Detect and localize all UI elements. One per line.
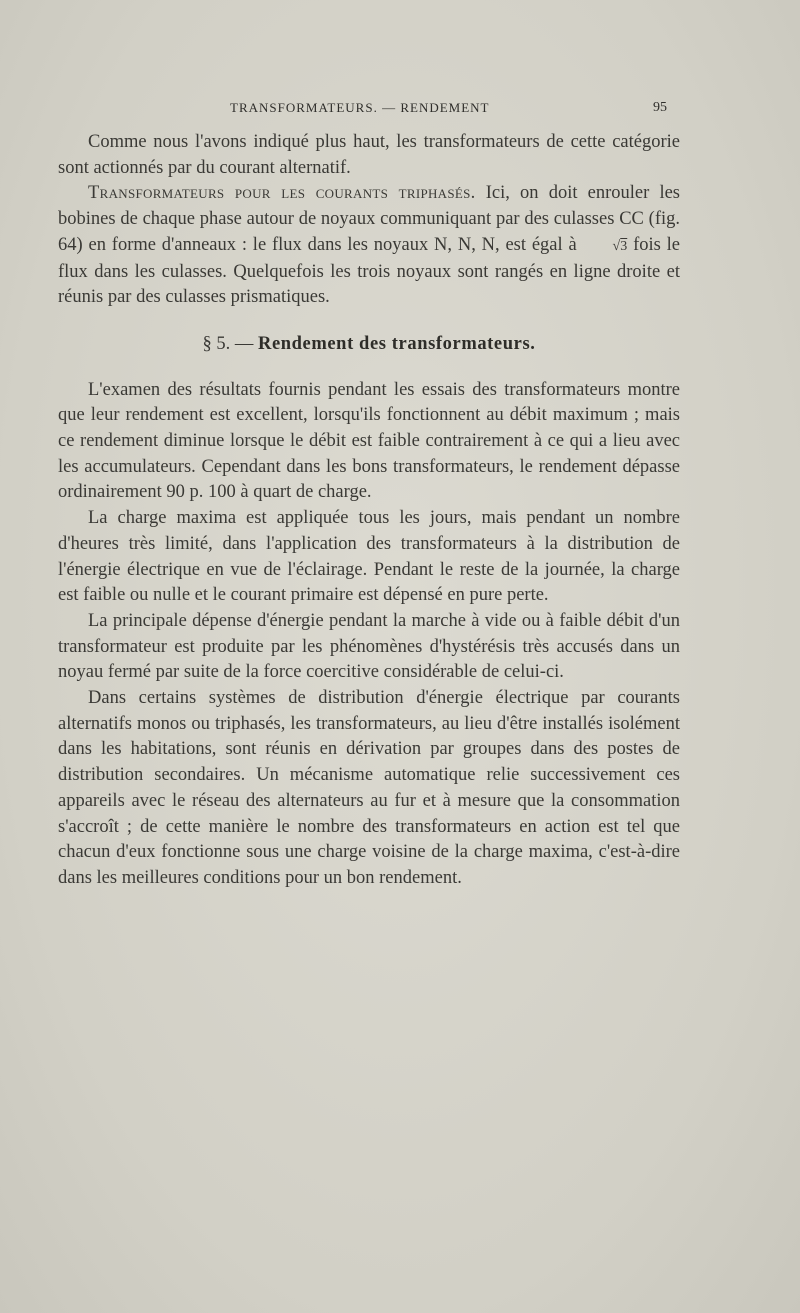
paragraph-2-text-b: fois le flux dans les culasses. Quelquefois les trois noyaux sont rangés en ligne droite et réunis par des culasses prismatiques. bbox=[58, 234, 680, 308]
paragraph-5: La principale dépense d'énergie pendant la marche à vide ou à faible débit d'un transformateur est produite par les phénomènes d'hystérésis très accusés dans un noyau fermé par suite de la force coercitive considérable de celui-ci. bbox=[58, 610, 680, 683]
body-text bbox=[58, 130, 680, 892]
paragraph-2 bbox=[58, 181, 680, 311]
page-header bbox=[0, 100, 800, 120]
page-number: 95 bbox=[653, 100, 667, 115]
paragraph-6: Dans certains systèmes de distribution d'énergie électrique par courants alternatifs monos ou triphasés, les transformateurs, au lieu d'être installés isolément dans les habitations, sont réunis en dérivation par groupes dans des postes de distribution secondaires. Un mécanisme automatique relie successivement ces appareils avec le réseau des alternateurs au fur et à mesure que la consommation s'accroît ; de cette manière le nombre des transformateurs en action est tel que chacun d'eux fonctionne sous une charge voisine de la charge maxima, c'est-à-dire dans les meilleures conditions pour un bon rendement. bbox=[58, 688, 680, 888]
square-root-expression bbox=[583, 234, 628, 260]
radical-sign: √ bbox=[612, 238, 621, 254]
run-in-heading: Transformateurs pour les courants triphasés. bbox=[88, 183, 476, 204]
section-number: § 5. — bbox=[202, 333, 258, 354]
paragraph-3: L'examen des résultats fournis pendant les essais des transformateurs montre que leur rendement est excellent, lorsqu'ils fonctionnent au débit maximum ; mais ce rendement diminue lorsque le débit est faible contrairement à ce qui a lieu avec les accumulateurs. Cependant dans les bons transformateurs, le rendement dépasse ordinairement 90 p. 100 à quart de charge. bbox=[58, 379, 680, 503]
paragraph-2-text-a: Ici, on doit enrouler les bobines de chaque phase autour de noyaux communiquant par des culasses CC (fig. 64) en forme d'anneaux : le flux dans les noyaux N, N, N, est égal à bbox=[58, 183, 680, 255]
section-heading bbox=[58, 332, 680, 358]
paragraph-4: La charge maxima est appliquée tous les jours, mais pendant un nombre d'heures très limité, dans l'application des transformateurs à la distribution de l'énergie électrique en vue de l'éclairage. Pendant le reste de la journée, la charge est faible ou nulle et le courant primaire est dépensé en pure perte. bbox=[58, 508, 680, 606]
paragraph-1: Comme nous l'avons indiqué plus haut, les transformateurs de cette catégorie sont actionnés par du courant alternatif. bbox=[58, 132, 680, 178]
section-title: Rendement des transformateurs. bbox=[258, 333, 536, 354]
running-title: TRANSFORMATEURS. — RENDEMENT bbox=[230, 100, 490, 115]
radicand: 3 bbox=[620, 238, 628, 254]
